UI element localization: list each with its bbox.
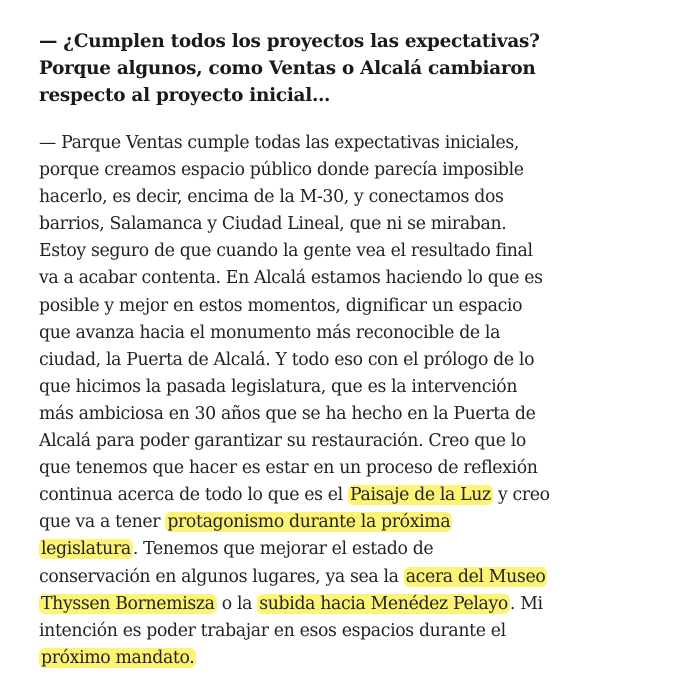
answer-text: . Mi xyxy=(509,593,543,614)
highlighted-text: Paisaje de la Luz xyxy=(350,485,491,506)
answer-text: o la xyxy=(216,593,258,614)
answer-line xyxy=(39,564,679,591)
answer-line xyxy=(39,482,679,509)
question-line: Porque algunos, como Ventas o Alcalá cambiaron xyxy=(39,58,536,79)
answer-text: que tenemos que hacer es estar en un proceso de reflexión xyxy=(39,458,538,479)
answer-text: va a acabar contenta. En Alcalá estamos haciendo lo que es xyxy=(39,268,543,289)
answer-text: continua acerca de todo lo que es el xyxy=(39,485,348,506)
answer-line xyxy=(39,211,679,238)
answer-line xyxy=(39,509,679,536)
article-excerpt xyxy=(39,28,679,668)
answer-line xyxy=(39,347,679,374)
interview-answer xyxy=(39,130,679,672)
answer-line xyxy=(39,293,679,320)
answer-text: que avanza hacia el monumento más reconocible de la xyxy=(39,322,501,343)
answer-text: Alcalá para poder garantizar su restauración. Creo que lo xyxy=(39,431,526,452)
highlighted-text: subida hacia Menédez Pelayo xyxy=(259,593,508,614)
answer-text: Estoy seguro de que cuando la gente vea el resultado final xyxy=(39,241,533,262)
highlighted-text: legislatura xyxy=(41,539,131,560)
answer-text: . Tenemos que mejorar el estado de xyxy=(132,539,434,560)
question-line: respecto al proyecto inicial… xyxy=(39,85,331,106)
answer-text: porque creamos espacio público donde parecía imposible xyxy=(39,160,524,181)
interview-question xyxy=(39,28,679,109)
answer-text: — Parque Ventas cumple todas las expectativas iniciales, xyxy=(39,133,520,153)
answer-text: intención es poder trabajar en esos espacios durante el xyxy=(39,620,506,641)
answer-text: hacerlo, es decir, encima de la M-30, y conectamos dos xyxy=(39,187,504,208)
answer-line xyxy=(39,238,679,265)
answer-text: que hicimos la pasada legislatura, que es la intervención xyxy=(39,376,518,397)
highlighted-text: acera del Museo xyxy=(405,566,546,587)
answer-line xyxy=(39,320,679,347)
answer-text: que va a tener xyxy=(39,512,166,533)
answer-text: ciudad, la Puerta de Alcalá. Y todo eso con el prólogo de lo xyxy=(39,349,535,370)
answer-line xyxy=(39,428,679,455)
answer-line xyxy=(39,184,679,211)
highlighted-text: Thyssen Bornemisza xyxy=(41,593,215,614)
answer-line xyxy=(39,265,679,292)
answer-line xyxy=(39,130,679,157)
answer-line xyxy=(39,455,679,482)
answer-line xyxy=(39,645,679,672)
answer-text: más ambiciosa en 30 años que se ha hecho en la Puerta de xyxy=(39,403,536,424)
answer-line xyxy=(39,591,679,618)
answer-line xyxy=(39,374,679,401)
answer-line xyxy=(39,401,679,428)
answer-line xyxy=(39,157,679,184)
answer-line xyxy=(39,618,679,645)
question-line: — ¿Cumplen todos los proyectos las expectativas? xyxy=(39,31,540,52)
answer-text: y creo xyxy=(492,485,550,506)
highlighted-text: protagonismo durante la próxima xyxy=(167,512,451,533)
answer-line xyxy=(39,536,679,563)
answer-text: barrios, Salamanca y Ciudad Lineal, que ni se miraban. xyxy=(39,214,507,235)
highlighted-text: próximo mandato. xyxy=(41,647,195,668)
answer-text: posible y mejor en estos momentos, dignificar un espacio xyxy=(39,295,523,316)
answer-text: conservación en algunos lugares, ya sea la xyxy=(39,566,404,587)
